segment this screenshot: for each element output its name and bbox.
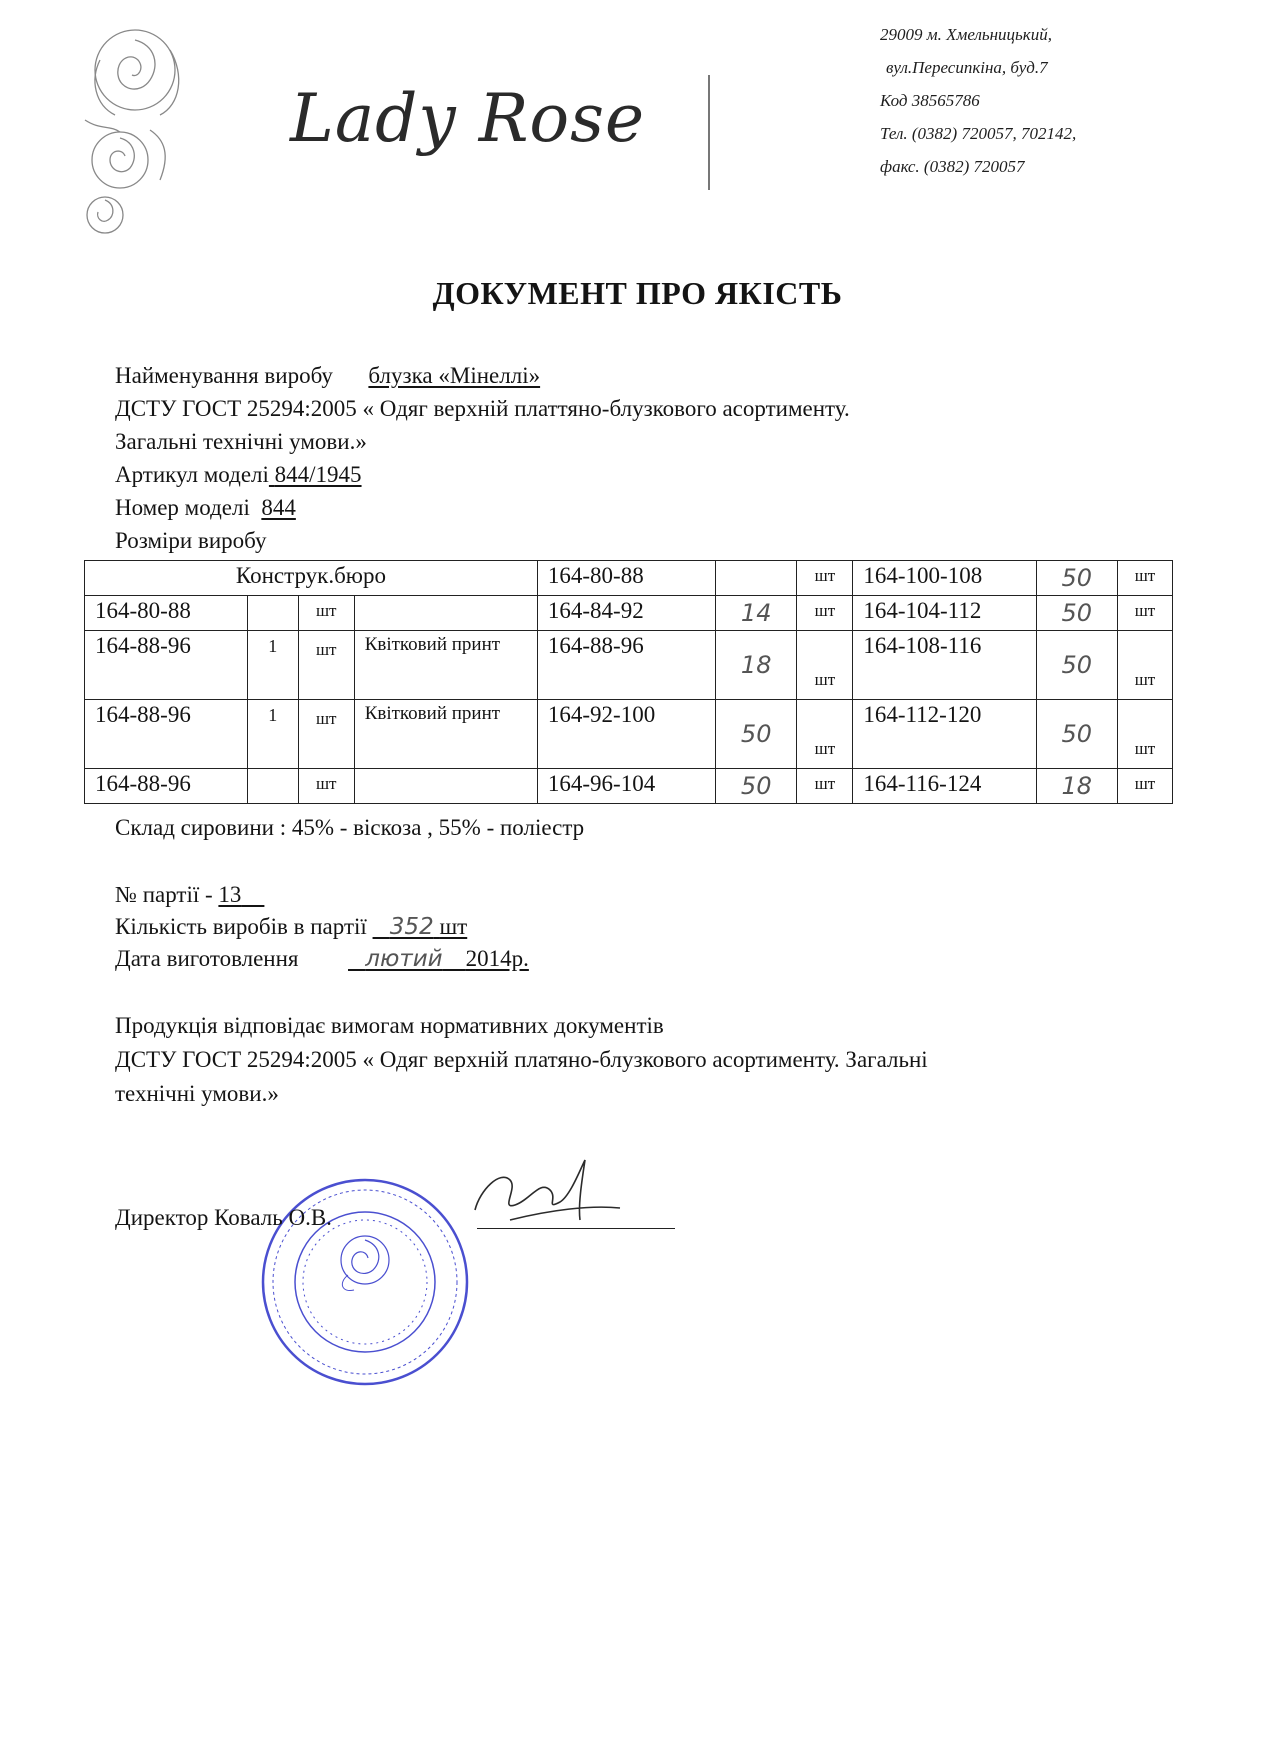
unit-cell: шт <box>1117 700 1172 769</box>
header-divider <box>708 75 710 190</box>
model-value: 844 <box>261 495 296 520</box>
note-cell: Квітковий принт <box>354 700 537 769</box>
unit-cell: шт <box>1117 631 1172 700</box>
table-row <box>85 700 1173 769</box>
size-cell: 164-80-88 <box>85 596 248 631</box>
unit-cell: шт <box>797 700 853 769</box>
size-cell: 164-88-96 <box>85 700 248 769</box>
composition-line: Склад сировини : 45% - віскоза , 55% - поліестр <box>115 815 585 840</box>
table-row <box>85 769 1173 804</box>
address-line: Код 38565786 <box>880 91 980 110</box>
conformity-line-2: ДСТУ ГОСТ 25294:2005 « Одяг верхній платяно-блузкового асортименту. Загальні <box>115 1047 928 1072</box>
model-line <box>115 495 296 521</box>
company-logo: Lady Rose <box>290 80 646 157</box>
manufacture-date-value: лютий 2014р. <box>365 946 529 972</box>
qty-cell: 50 <box>1036 596 1117 631</box>
batch-number-label: № партії - <box>115 882 213 907</box>
unit-cell: шт <box>298 769 354 804</box>
unit-cell: шт <box>797 631 853 700</box>
table-row <box>85 631 1173 700</box>
size-cell: 164-84-92 <box>537 596 715 631</box>
size-cell: 164-96-104 <box>537 769 715 804</box>
size-cell: 164-88-96 <box>85 769 248 804</box>
note-cell: Квітковий принт <box>354 631 537 700</box>
qty-cell <box>247 769 298 804</box>
size-cell: 164-116-124 <box>853 769 1036 804</box>
address-line: Тел. (0382) 720057, 702142, <box>880 124 1077 143</box>
qty-cell: 50 <box>1036 631 1117 700</box>
unit-cell: шт <box>1117 769 1172 804</box>
sizes-table <box>84 560 1173 804</box>
address-line: факс. (0382) 720057 <box>880 157 1025 176</box>
qty-cell: 50 <box>1036 700 1117 769</box>
rose-decoration-icon <box>80 20 190 245</box>
sizes-label: Розміри виробу <box>115 528 267 553</box>
table-header-cell: Конструк.бюро <box>85 561 538 596</box>
table-row <box>85 561 1173 596</box>
address-line: 29009 м. Хмельницький, <box>880 25 1052 44</box>
size-cell: 164-112-120 <box>853 700 1036 769</box>
qty-cell <box>247 596 298 631</box>
note-cell <box>354 769 537 804</box>
article-line <box>115 462 362 488</box>
size-cell: 164-108-116 <box>853 631 1036 700</box>
qty-cell: 50 <box>1036 561 1117 596</box>
article-value: 844/1945 <box>274 462 362 487</box>
batch-count-label: Кількість виробів в партії <box>115 914 367 939</box>
director-signature-icon <box>470 1150 630 1240</box>
table-row <box>85 596 1173 631</box>
qty-cell: 1 <box>247 700 298 769</box>
standard-line-1: ДСТУ ГОСТ 25294:2005 « Одяг верхній платтяно-блузкового асортименту. <box>115 396 850 421</box>
qty-cell: 14 <box>715 596 796 631</box>
manufacture-date-label: Дата виготовлення <box>115 946 299 971</box>
conformity-line-3: технічні умови.» <box>115 1081 279 1106</box>
manufacture-date-line <box>115 946 529 972</box>
qty-cell <box>715 561 796 596</box>
unit-cell: шт <box>797 769 853 804</box>
model-label: Номер моделі <box>115 495 250 520</box>
size-cell: 164-88-96 <box>85 631 248 700</box>
unit-cell: шт <box>1117 596 1172 631</box>
unit-cell: шт <box>298 596 354 631</box>
product-name-line <box>115 363 540 389</box>
director-line: Директор Коваль О.В. <box>115 1205 332 1230</box>
batch-count-value: 352 шт <box>389 914 468 940</box>
size-cell: 164-100-108 <box>853 561 1036 596</box>
address-line: вул.Пересипкіна, буд.7 <box>886 58 1048 77</box>
unit-cell: шт <box>1117 561 1172 596</box>
document-title: ДОКУМЕНТ ПРО ЯКІСТЬ <box>432 275 843 311</box>
product-name-value: блузка «Мінеллі» <box>368 363 541 388</box>
conformity-line-1: Продукція відповідає вимогам нормативних документів <box>115 1013 664 1038</box>
unit-cell: шт <box>298 700 354 769</box>
note-cell <box>354 596 537 631</box>
qty-cell: 18 <box>715 631 796 700</box>
batch-count-line <box>115 914 467 940</box>
qty-cell: 1 <box>247 631 298 700</box>
size-cell: 164-104-112 <box>853 596 1036 631</box>
size-cell: 164-88-96 <box>537 631 715 700</box>
batch-number-line <box>115 882 264 908</box>
standard-line-2: Загальні технічні умови.» <box>115 429 367 454</box>
unit-cell: шт <box>298 631 354 700</box>
qty-cell: 50 <box>715 769 796 804</box>
unit-cell: шт <box>797 561 853 596</box>
qty-cell: 50 <box>715 700 796 769</box>
size-cell: 164-92-100 <box>537 700 715 769</box>
product-name-label: Найменування виробу <box>115 363 333 388</box>
size-cell: 164-80-88 <box>537 561 715 596</box>
batch-number-value: 13 <box>218 882 242 907</box>
qty-cell: 18 <box>1036 769 1117 804</box>
unit-cell: шт <box>797 596 853 631</box>
article-label: Артикул моделі <box>115 462 269 487</box>
company-address <box>880 18 1076 183</box>
